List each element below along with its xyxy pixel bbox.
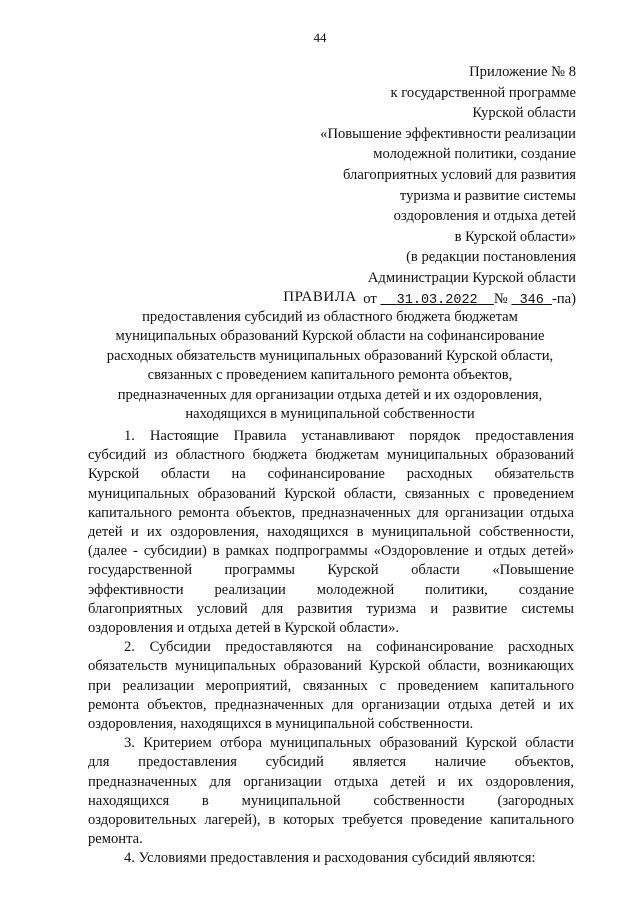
body-line: детей и их оздоровления, находящихся в муниципальной собственности, (88, 524, 574, 541)
body-line: оздоровительных лагерей), в которых требуется проведение капитального (88, 812, 574, 829)
subtitle-line: предоставления субсидий из областного бюджета бюджетам (142, 309, 518, 325)
body-line: муниципальных образований Курской области, связанных с проведением (88, 485, 574, 502)
body-line: Курской области на софинансирование расходных обязательств (88, 466, 574, 483)
body-line: субсидий из областного бюджета бюджетам муниципальных образований (88, 447, 574, 464)
subtitle-line: находящихся в муниципальной собственности (185, 406, 475, 423)
subtitle-line: муниципальных образований Курской области на софинансирование (115, 328, 545, 345)
appendix-line: благоприятных условий для развития (342, 166, 576, 183)
body-line: 1. Настоящие Правила устанавливают порядок предоставления (124, 428, 574, 444)
page-number: 44 (313, 30, 327, 45)
number-prefix: № (493, 290, 508, 307)
body-line: ремонта объектов, предназначенных для организации отдыха детей и их (88, 696, 574, 713)
body-line: государственной программы Курской области «Повышение (88, 562, 574, 579)
body-line: (далее - субсидии) в рамках подпрограммы «Оздоровление и отдых детей» (88, 543, 574, 560)
body-line: предназначенных для организации отдыха детей и их оздоровления, (88, 773, 574, 790)
appendix-line: (в редакции постановления (406, 249, 576, 266)
appendix-line: «Повышение эффективности реализации (320, 125, 576, 142)
document-title: ПРАВИЛА (283, 289, 357, 305)
body-line: капитального ремонта объектов, предназначенных для организации отдыха (88, 504, 574, 521)
appendix-line: к государственной программе (390, 84, 576, 101)
body-line: обязательств муниципальных образований Курской области, возникающих (88, 658, 574, 675)
paragraph-4 (88, 849, 574, 868)
paragraph-3 (88, 734, 574, 849)
body-line: для предоставления субсидий является наличие объектов, (88, 754, 574, 771)
appendix-line: в Курской области» (454, 228, 576, 245)
document-subtitle (70, 308, 590, 424)
appendix-line: оздоровления и отдыха детей (393, 208, 576, 225)
appendix-line: Приложение № 8 (469, 64, 576, 80)
paragraph-1 (88, 427, 574, 638)
body-line: 3. Критерием отбора муниципальных образований Курской области (124, 735, 574, 752)
body-line: эффективности реализации молодежной политики, создание (88, 581, 574, 598)
body-line: находящихся в муниципальной собственности (загородных (88, 792, 574, 809)
subtitle-line: расходных обязательств муниципальных образований Курской области, (106, 347, 554, 364)
body-line: оздоровления, находящихся в муниципальной собственности. (88, 716, 474, 733)
subtitle-line: предназначенных для организации отдыха детей и их оздоровления, (117, 386, 543, 403)
appendix-block (276, 62, 576, 311)
body-line: благоприятных условий для развития туризма и развитие системы (88, 600, 574, 617)
body-line: 2. Субсидии предоставляются на софинансирование расходных (124, 639, 574, 656)
number-suffix: -па) (551, 290, 576, 307)
subtitle-line: связанных с проведением капитального ремонта объектов, (147, 367, 513, 384)
paragraph-2 (88, 638, 574, 734)
appendix-line: Курской области (472, 105, 576, 122)
document-body (88, 427, 574, 869)
body-line: оздоровления и отдыха детей в Курской области». (88, 620, 400, 637)
body-line: при реализации мероприятий, связанных с проведением капитального (88, 677, 574, 694)
body-line: ремонта. (88, 831, 143, 848)
appendix-line: туризма и развитие системы (399, 187, 576, 204)
appendix-line: Администрации Курской области (367, 269, 576, 286)
appendix-line: молодежной политики, создание (373, 146, 576, 163)
document-date: 31.03.2022 (396, 292, 478, 308)
date-prefix: от (363, 290, 377, 307)
document-number: 346 (519, 292, 544, 308)
body-line: 4. Условиями предоставления и расходования субсидий являются: (124, 850, 536, 867)
